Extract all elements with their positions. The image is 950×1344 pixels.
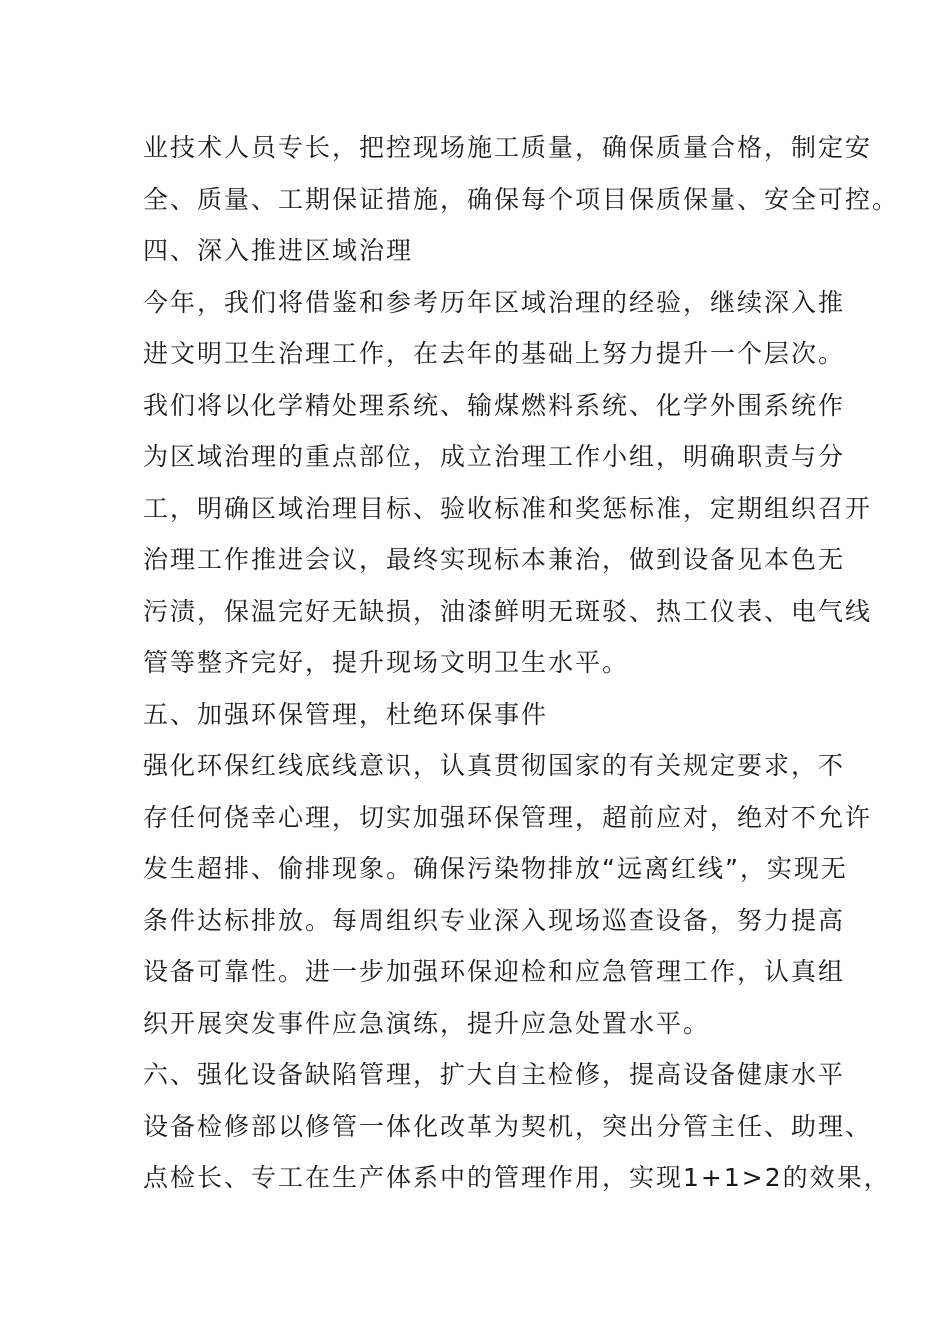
text-line: 污渍，保温完好无缺损，油漆鲜明无斑驳、热工仪表、电气线 xyxy=(143,596,873,626)
text-line: 进文明卫生治理工作，在去年的基础上努力提升一个层次。 xyxy=(143,339,846,368)
text-line: 管等整齐完好，提升现场文明卫生水平。 xyxy=(143,648,630,677)
text-line: 设备检修部以修管一体化改革为契机，突出分管主任、助理、 xyxy=(143,1111,873,1141)
text-line: 我们将以化学精处理系统、输煤燃料系统、化学外围系统作 xyxy=(143,390,846,420)
text-line: 条件达标排放。每周组织专业深入现场巡查设备，努力提高 xyxy=(143,905,846,935)
text-line: 强化环保红线底线意识，认真贯彻国家的有关规定要求，不 xyxy=(143,751,846,780)
section-heading: 六、强化设备缺陷管理，扩大自主检修，提高设备健康水平 xyxy=(143,1060,846,1089)
section-heading: 五、加强环保管理，杜绝环保事件 xyxy=(143,699,549,729)
text-line: 设备可靠性。进一步加强环保迎检和应急管理工作，认真组 xyxy=(143,957,846,986)
text-line: 全、质量、工期保证措施，确保每个项目保质保量、安全可控。 xyxy=(143,184,900,214)
text-line: 存任何侥幸心理，切实加强环保管理，超前应对，绝对不允许 xyxy=(143,802,873,832)
text-line: 织开展突发事件应急演练，提升应急处置水平。 xyxy=(143,1008,711,1038)
text-line: 今年，我们将借鉴和参考历年区域治理的经验，继续深入推 xyxy=(143,287,846,317)
text-line: 业技术人员专长，把控现场施工质量，确保质量合格，制定安 xyxy=(143,133,873,162)
document-body xyxy=(143,122,900,1204)
text-line: 点检长、专工在生产体系中的管理作用，实现1+1>2的效果， xyxy=(143,1163,891,1192)
section-heading: 四、深入推进区域治理 xyxy=(143,236,414,265)
text-line: 治理工作推进会议，最终实现标本兼治，做到设备见本色无 xyxy=(143,545,846,574)
text-line: 工，明确区域治理目标、验收标准和奖惩标准，定期组织召开 xyxy=(143,493,873,523)
text-line: 发生超排、偷排现象。确保污染物排放“远离红线”，实现无 xyxy=(143,854,848,883)
text-line: 为区域治理的重点部位，成立治理工作小组，明确职责与分 xyxy=(143,442,846,471)
